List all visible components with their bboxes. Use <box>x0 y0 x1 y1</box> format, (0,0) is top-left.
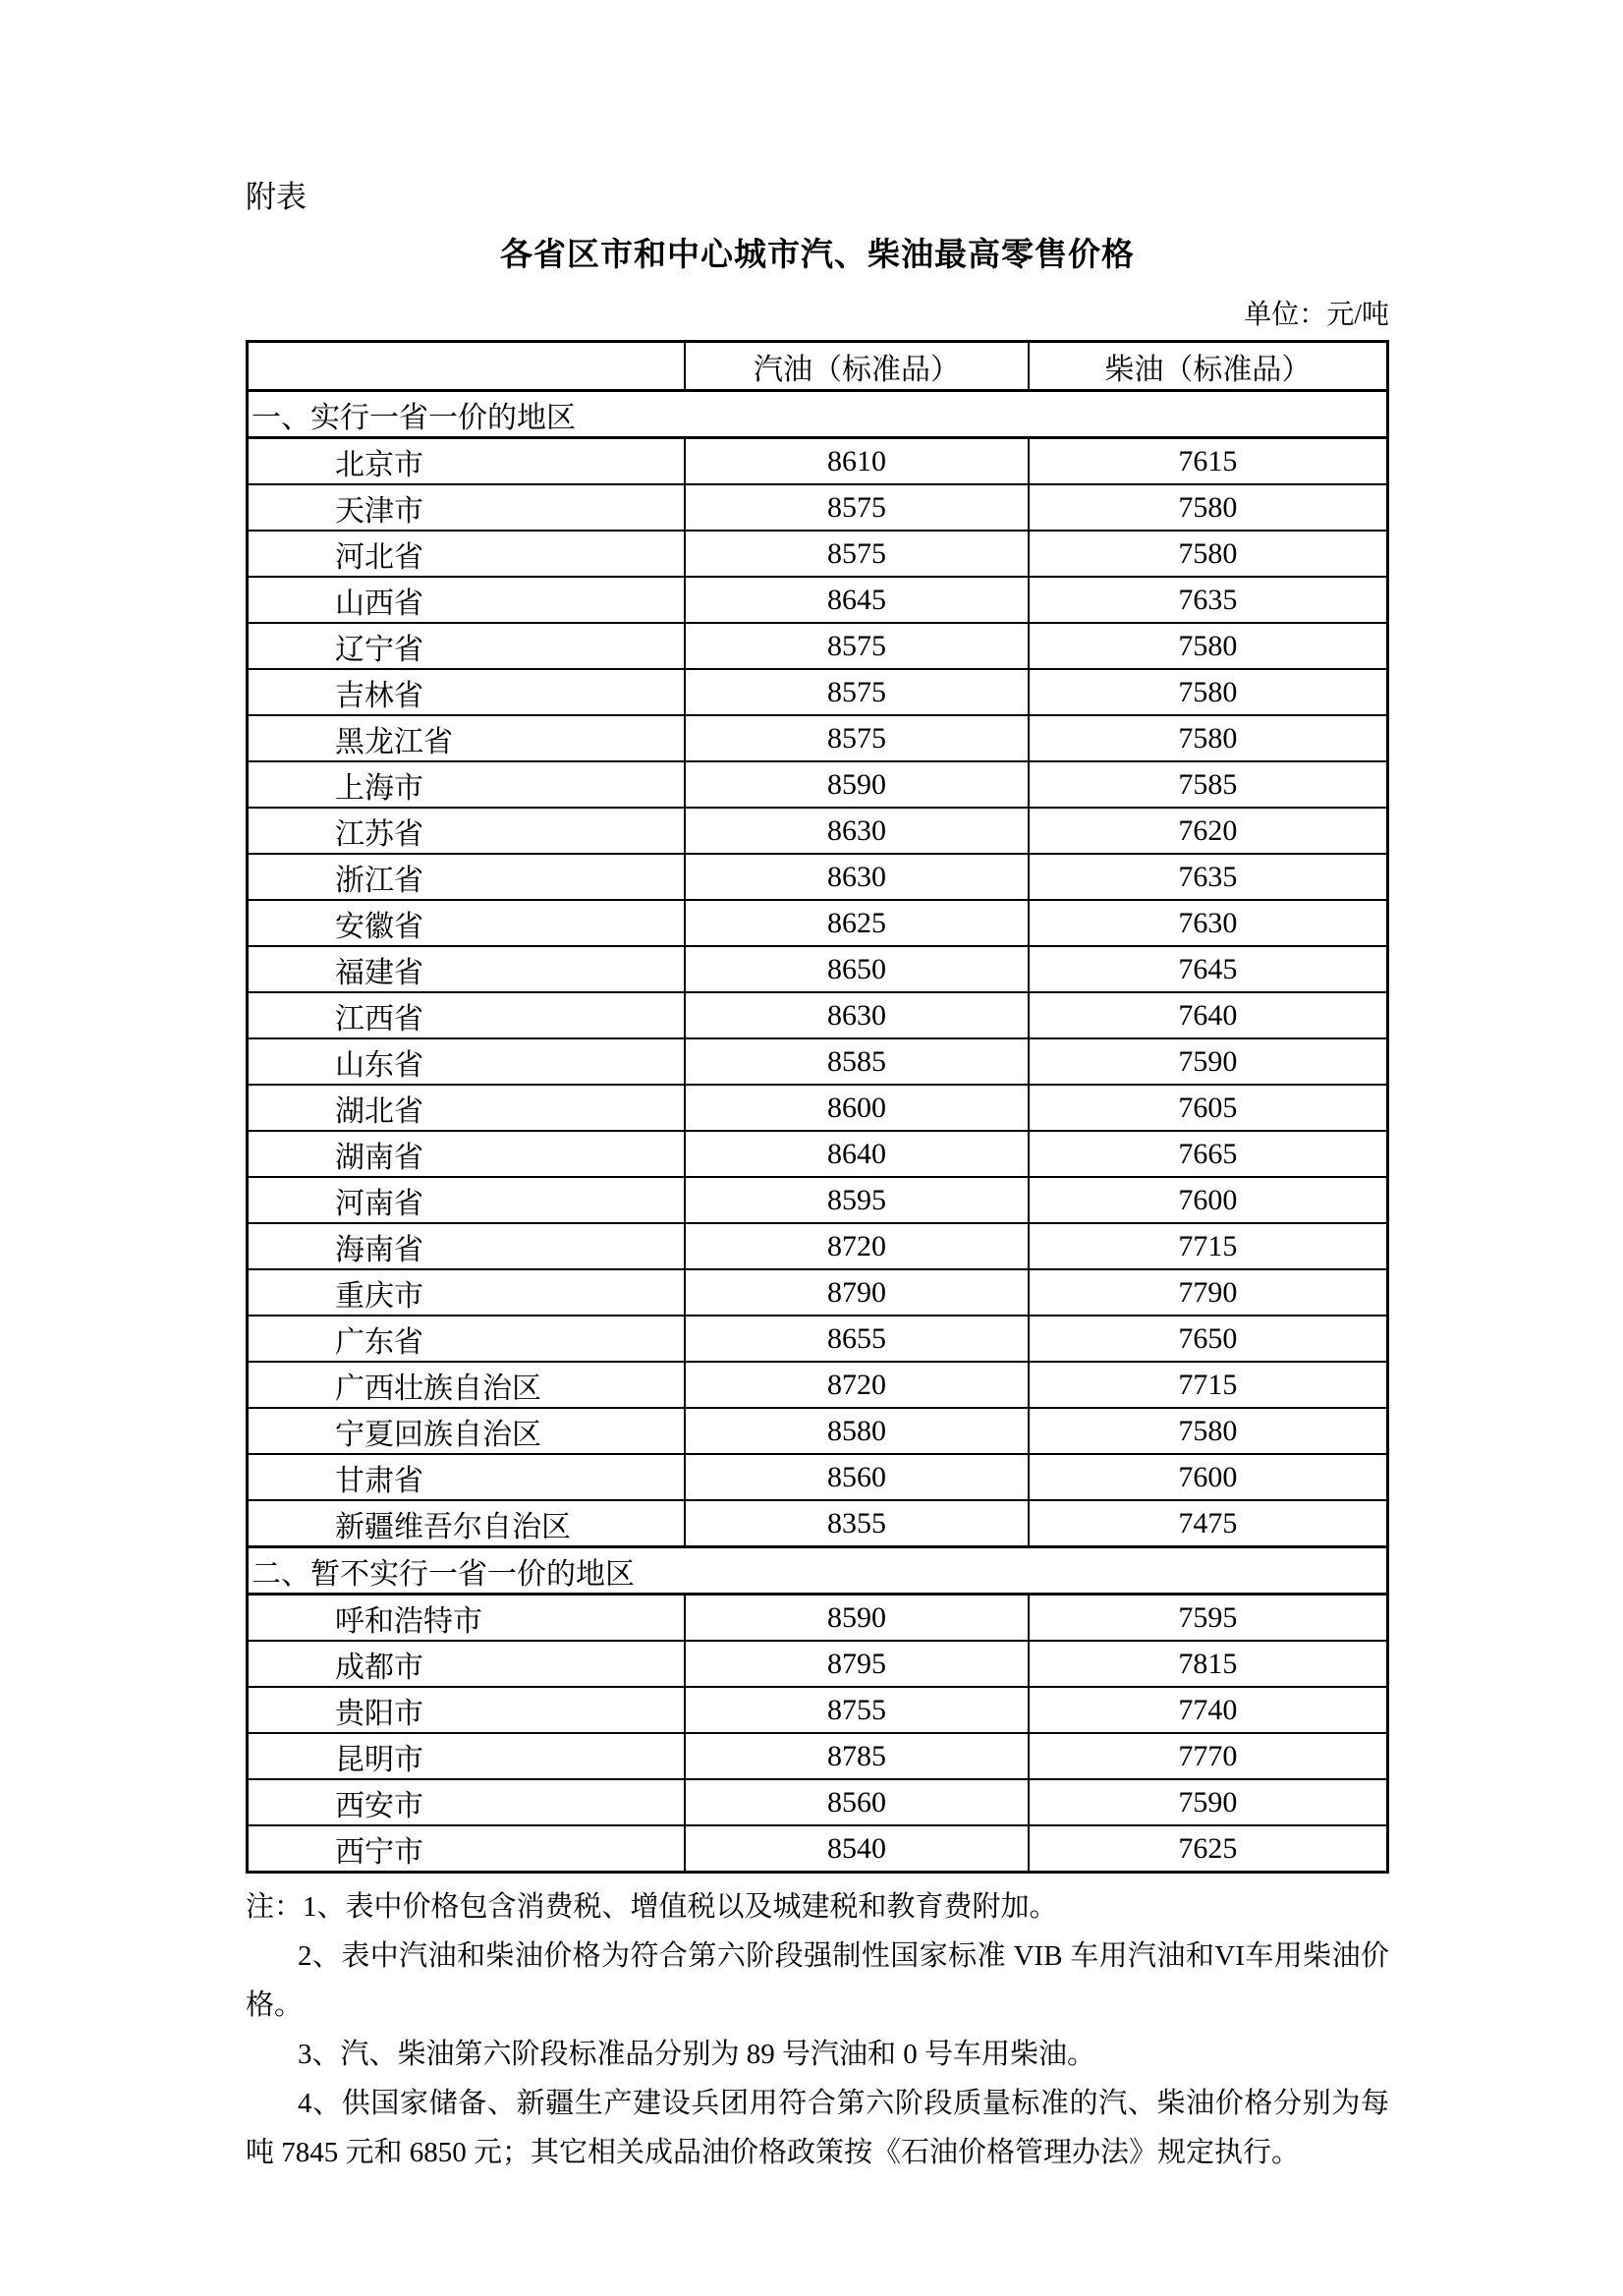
table-row <box>248 1687 1388 1733</box>
diesel-price-cell: 7590 <box>1029 1038 1388 1085</box>
region-cell: 黑龙江省 <box>248 715 686 761</box>
section-header-row <box>248 1547 1388 1595</box>
gasoline-price-cell: 8655 <box>685 1316 1028 1362</box>
gasoline-price-cell: 8575 <box>685 669 1028 715</box>
diesel-price-cell: 7645 <box>1029 946 1388 992</box>
diesel-price-cell: 7790 <box>1029 1269 1388 1316</box>
table-row <box>248 1595 1388 1642</box>
page-title: 各省区市和中心城市汽、柴油最高零售价格 <box>500 236 1135 273</box>
region-cell: 安徽省 <box>248 900 686 946</box>
table-row <box>248 669 1388 715</box>
region-cell: 湖北省 <box>248 1085 686 1131</box>
table-row <box>248 761 1388 808</box>
table-row <box>248 900 1388 946</box>
diesel-price-cell: 7580 <box>1029 484 1388 531</box>
note-4: 4、供国家储备、新疆生产建设兵团用符合第六阶段质量标准的汽、柴油价格分别为每吨 7845 元和 6850 元；其它相关成品油价格政策按《石油价格管理办法》规定执行。 <box>246 2088 1389 2169</box>
diesel-price-cell: 7640 <box>1029 992 1388 1038</box>
table-row <box>248 946 1388 992</box>
region-cell: 山东省 <box>248 1038 686 1085</box>
table-row <box>248 1408 1388 1454</box>
gasoline-price-cell: 8785 <box>685 1733 1028 1779</box>
gasoline-price-cell: 8590 <box>685 1595 1028 1642</box>
region-cell: 西安市 <box>248 1779 686 1825</box>
gasoline-price-cell: 8720 <box>685 1223 1028 1269</box>
diesel-price-cell: 7715 <box>1029 1223 1388 1269</box>
region-cell: 山西省 <box>248 577 686 623</box>
diesel-price-cell: 7815 <box>1029 1641 1388 1687</box>
section-header-label: 一、实行一省一价的地区 <box>248 391 1388 438</box>
diesel-price-cell: 7715 <box>1029 1362 1388 1408</box>
col-header-region <box>248 342 686 391</box>
table-row <box>248 484 1388 531</box>
gasoline-price-cell: 8650 <box>685 946 1028 992</box>
table-row <box>248 992 1388 1038</box>
diesel-price-cell: 7600 <box>1029 1177 1388 1223</box>
region-cell: 宁夏回族自治区 <box>248 1408 686 1454</box>
region-cell: 广西壮族自治区 <box>248 1362 686 1408</box>
diesel-price-cell: 7580 <box>1029 715 1388 761</box>
diesel-price-cell: 7740 <box>1029 1687 1388 1733</box>
note-2: 2、表中汽油和柴油价格为符合第六阶段强制性国家标准 VIB 车用汽油和VI车用柴油价格。 <box>246 1940 1389 2022</box>
gasoline-price-cell: 8575 <box>685 531 1028 577</box>
table-row <box>248 1038 1388 1085</box>
appendix-label: 附表 <box>246 180 307 214</box>
diesel-price-cell: 7580 <box>1029 669 1388 715</box>
region-cell: 广东省 <box>248 1316 686 1362</box>
table-row <box>248 1500 1388 1547</box>
region-cell: 海南省 <box>248 1223 686 1269</box>
diesel-price-cell: 7620 <box>1029 808 1388 854</box>
region-cell: 上海市 <box>248 761 686 808</box>
region-cell: 江西省 <box>248 992 686 1038</box>
table-row <box>248 438 1388 485</box>
table-row <box>248 854 1388 900</box>
table-row <box>248 715 1388 761</box>
table-row <box>248 1269 1388 1316</box>
diesel-price-cell: 7580 <box>1029 623 1388 669</box>
region-cell: 新疆维吾尔自治区 <box>248 1500 686 1547</box>
gasoline-price-cell: 8575 <box>685 623 1028 669</box>
gasoline-price-cell: 8560 <box>685 1454 1028 1500</box>
diesel-price-cell: 7475 <box>1029 1500 1388 1547</box>
gasoline-price-cell: 8790 <box>685 1269 1028 1316</box>
table-row <box>248 577 1388 623</box>
diesel-price-cell: 7635 <box>1029 854 1388 900</box>
region-cell: 北京市 <box>248 438 686 485</box>
table-row <box>248 1825 1388 1873</box>
table-row <box>248 1177 1388 1223</box>
col-header-gasoline: 汽油（标准品） <box>685 342 1028 391</box>
diesel-price-cell: 7585 <box>1029 761 1388 808</box>
gasoline-price-cell: 8625 <box>685 900 1028 946</box>
gasoline-price-cell: 8560 <box>685 1779 1028 1825</box>
gasoline-price-cell: 8630 <box>685 808 1028 854</box>
diesel-price-cell: 7580 <box>1029 531 1388 577</box>
gasoline-price-cell: 8575 <box>685 484 1028 531</box>
diesel-price-cell: 7650 <box>1029 1316 1388 1362</box>
section-header-row <box>248 391 1388 438</box>
table-row <box>248 1454 1388 1500</box>
region-cell: 甘肃省 <box>248 1454 686 1500</box>
table-row <box>248 1131 1388 1177</box>
region-cell: 辽宁省 <box>248 623 686 669</box>
region-cell: 福建省 <box>248 946 686 992</box>
diesel-price-cell: 7665 <box>1029 1131 1388 1177</box>
diesel-price-cell: 7625 <box>1029 1825 1388 1873</box>
region-cell: 昆明市 <box>248 1733 686 1779</box>
region-cell: 河南省 <box>248 1177 686 1223</box>
diesel-price-cell: 7590 <box>1029 1779 1388 1825</box>
table-row <box>248 623 1388 669</box>
table-row <box>248 531 1388 577</box>
gasoline-price-cell: 8610 <box>685 438 1028 485</box>
table-row <box>248 1641 1388 1687</box>
region-cell: 吉林省 <box>248 669 686 715</box>
gasoline-price-cell: 8595 <box>685 1177 1028 1223</box>
gasoline-price-cell: 8580 <box>685 1408 1028 1454</box>
gasoline-price-cell: 8630 <box>685 854 1028 900</box>
gasoline-price-cell: 8720 <box>685 1362 1028 1408</box>
diesel-price-cell: 7630 <box>1029 900 1388 946</box>
diesel-price-cell: 7615 <box>1029 438 1388 485</box>
table-row <box>248 808 1388 854</box>
table-header-row <box>248 342 1388 391</box>
table-row <box>248 1733 1388 1779</box>
diesel-price-cell: 7600 <box>1029 1454 1388 1500</box>
table-row <box>248 1223 1388 1269</box>
gasoline-price-cell: 8755 <box>685 1687 1028 1733</box>
price-table <box>246 340 1389 1874</box>
document-page <box>246 179 1389 2177</box>
gasoline-price-cell: 8645 <box>685 577 1028 623</box>
note-3: 3、汽、柴油第六阶段标准品分别为 89 号汽油和 0 号车用柴油。 <box>298 2039 1096 2071</box>
gasoline-price-cell: 8540 <box>685 1825 1028 1873</box>
table-row <box>248 1316 1388 1362</box>
diesel-price-cell: 7770 <box>1029 1733 1388 1779</box>
region-cell: 贵阳市 <box>248 1687 686 1733</box>
table-row <box>248 1779 1388 1825</box>
region-cell: 呼和浩特市 <box>248 1595 686 1642</box>
region-cell: 河北省 <box>248 531 686 577</box>
table-row <box>248 1085 1388 1131</box>
region-cell: 成都市 <box>248 1641 686 1687</box>
gasoline-price-cell: 8640 <box>685 1131 1028 1177</box>
region-cell: 江苏省 <box>248 808 686 854</box>
region-cell: 浙江省 <box>248 854 686 900</box>
gasoline-price-cell: 8600 <box>685 1085 1028 1131</box>
region-cell: 天津市 <box>248 484 686 531</box>
gasoline-price-cell: 8630 <box>685 992 1028 1038</box>
diesel-price-cell: 7580 <box>1029 1408 1388 1454</box>
note-1: 注：1、表中价格包含消费税、增值税以及城建税和教育费附加。 <box>246 1891 1058 1924</box>
gasoline-price-cell: 8575 <box>685 715 1028 761</box>
diesel-price-cell: 7605 <box>1029 1085 1388 1131</box>
col-header-diesel: 柴油（标准品） <box>1029 342 1388 391</box>
region-cell: 湖南省 <box>248 1131 686 1177</box>
table-row <box>248 1362 1388 1408</box>
diesel-price-cell: 7595 <box>1029 1595 1388 1642</box>
unit-label: 单位：元/吨 <box>1244 300 1389 331</box>
gasoline-price-cell: 8590 <box>685 761 1028 808</box>
section-header-label: 二、暂不实行一省一价的地区 <box>248 1547 1388 1595</box>
gasoline-price-cell: 8585 <box>685 1038 1028 1085</box>
diesel-price-cell: 7635 <box>1029 577 1388 623</box>
gasoline-price-cell: 8795 <box>685 1641 1028 1687</box>
region-cell: 重庆市 <box>248 1269 686 1316</box>
region-cell: 西宁市 <box>248 1825 686 1873</box>
notes-block <box>246 1882 1389 2177</box>
gasoline-price-cell: 8355 <box>685 1500 1028 1547</box>
